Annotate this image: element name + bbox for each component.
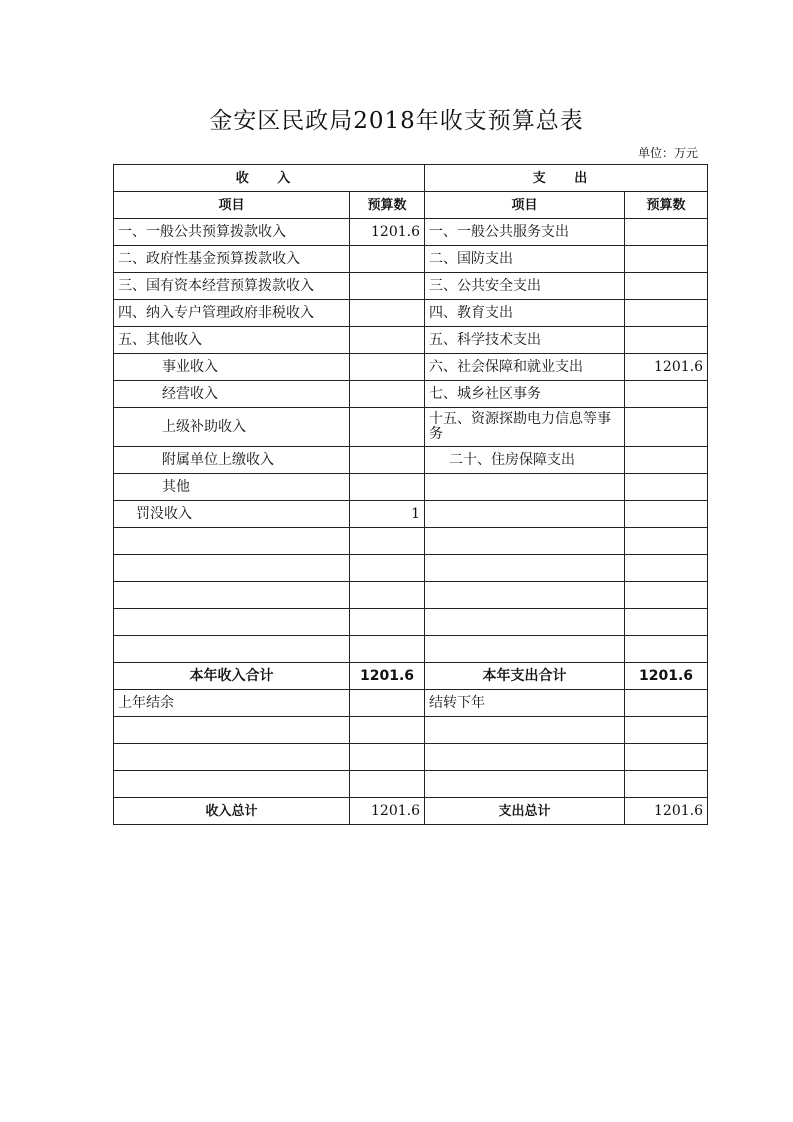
- expense-grand-total-label: 支出总计: [425, 798, 625, 825]
- table-row: [114, 408, 708, 447]
- prior-year-balance-label: 上年结余: [114, 690, 350, 717]
- income-budget: [350, 354, 425, 381]
- expense-section-header: 支 出: [425, 165, 708, 192]
- expense-item: 十五、资源探勘电力信息等事务: [425, 408, 625, 447]
- expense-item: 六、社会保障和就业支出: [425, 354, 625, 381]
- expense-item-header: 项目: [425, 192, 625, 219]
- carry-row: [114, 690, 708, 717]
- income-budget: 1201.6: [350, 219, 425, 246]
- income-section-header: 收 入: [114, 165, 425, 192]
- expense-item: 一、一般公共服务支出: [425, 219, 625, 246]
- expense-item: 五、科学技术支出: [425, 327, 625, 354]
- empty-row: [114, 555, 708, 582]
- prior-year-balance-value: [350, 690, 425, 717]
- grand-total-row: [114, 798, 708, 825]
- expense-budget: [625, 408, 708, 447]
- income-budget-header: 预算数: [350, 192, 425, 219]
- table-row: [114, 327, 708, 354]
- income-item-header: 项目: [114, 192, 350, 219]
- income-budget: 1: [350, 501, 425, 528]
- table-row: [114, 273, 708, 300]
- expense-item: 二十、住房保障支出: [425, 447, 625, 474]
- expense-item: 三、公共安全支出: [425, 273, 625, 300]
- expense-budget: [625, 381, 708, 408]
- income-item: 四、纳入专户管理政府非税收入: [114, 300, 350, 327]
- expense-budget: [625, 300, 708, 327]
- expense-budget: [625, 246, 708, 273]
- income-budget: [350, 447, 425, 474]
- income-item: 其他: [114, 474, 350, 501]
- expense-item: 四、教育支出: [425, 300, 625, 327]
- income-item: 五、其他收入: [114, 327, 350, 354]
- income-budget: [350, 300, 425, 327]
- table-row: [114, 381, 708, 408]
- table-row: [114, 354, 708, 381]
- year-income-total-value: 1201.6: [350, 663, 425, 690]
- carry-forward-value: [625, 690, 708, 717]
- column-header-row: [114, 192, 708, 219]
- unit-label: 单位：万元: [637, 146, 698, 160]
- expense-budget: 1201.6: [625, 354, 708, 381]
- income-item: 附属单位上缴收入: [114, 447, 350, 474]
- expense-budget-header: 预算数: [625, 192, 708, 219]
- expense-grand-total-value: 1201.6: [625, 798, 708, 825]
- income-item: 一、一般公共预算拨款收入: [114, 219, 350, 246]
- income-budget: [350, 474, 425, 501]
- table-row: [114, 219, 708, 246]
- year-expense-total-value: 1201.6: [625, 663, 708, 690]
- income-item: 上级补助收入: [114, 408, 350, 447]
- expense-budget: [625, 273, 708, 300]
- income-budget: [350, 327, 425, 354]
- table-row: [114, 300, 708, 327]
- expense-item: 七、城乡社区事务: [425, 381, 625, 408]
- year-expense-total-label: 本年支出合计: [425, 663, 625, 690]
- empty-row: [114, 582, 708, 609]
- expense-budget: [625, 447, 708, 474]
- expense-budget: [625, 219, 708, 246]
- income-grand-total-value: 1201.6: [350, 798, 425, 825]
- income-budget: [350, 408, 425, 447]
- income-item: 罚没收入: [114, 501, 350, 528]
- carry-forward-label: 结转下年: [425, 690, 625, 717]
- year-income-total-label: 本年收入合计: [114, 663, 350, 690]
- expense-item: [425, 474, 625, 501]
- income-item: 二、政府性基金预算拨款收入: [114, 246, 350, 273]
- income-item: 事业收入: [114, 354, 350, 381]
- page-title: 金安区民政局2018年收支预算总表: [209, 108, 584, 134]
- empty-row: [114, 528, 708, 555]
- table-row: [114, 501, 708, 528]
- income-budget: [350, 246, 425, 273]
- empty-row: [114, 636, 708, 663]
- expense-budget: [625, 474, 708, 501]
- income-grand-total-label: 收入总计: [114, 798, 350, 825]
- empty-row: [114, 744, 708, 771]
- section-header-row: [114, 165, 708, 192]
- table-row: [114, 474, 708, 501]
- year-total-row: [114, 663, 708, 690]
- income-item: 经营收入: [114, 381, 350, 408]
- empty-row: [114, 609, 708, 636]
- empty-row: [114, 717, 708, 744]
- expense-item: [425, 501, 625, 528]
- expense-budget: [625, 501, 708, 528]
- budget-table: [113, 164, 708, 825]
- expense-budget: [625, 327, 708, 354]
- table-row: [114, 246, 708, 273]
- income-item: 三、国有资本经营预算拨款收入: [114, 273, 350, 300]
- income-budget: [350, 273, 425, 300]
- expense-item: 二、国防支出: [425, 246, 625, 273]
- empty-row: [114, 771, 708, 798]
- income-budget: [350, 381, 425, 408]
- table-row: [114, 447, 708, 474]
